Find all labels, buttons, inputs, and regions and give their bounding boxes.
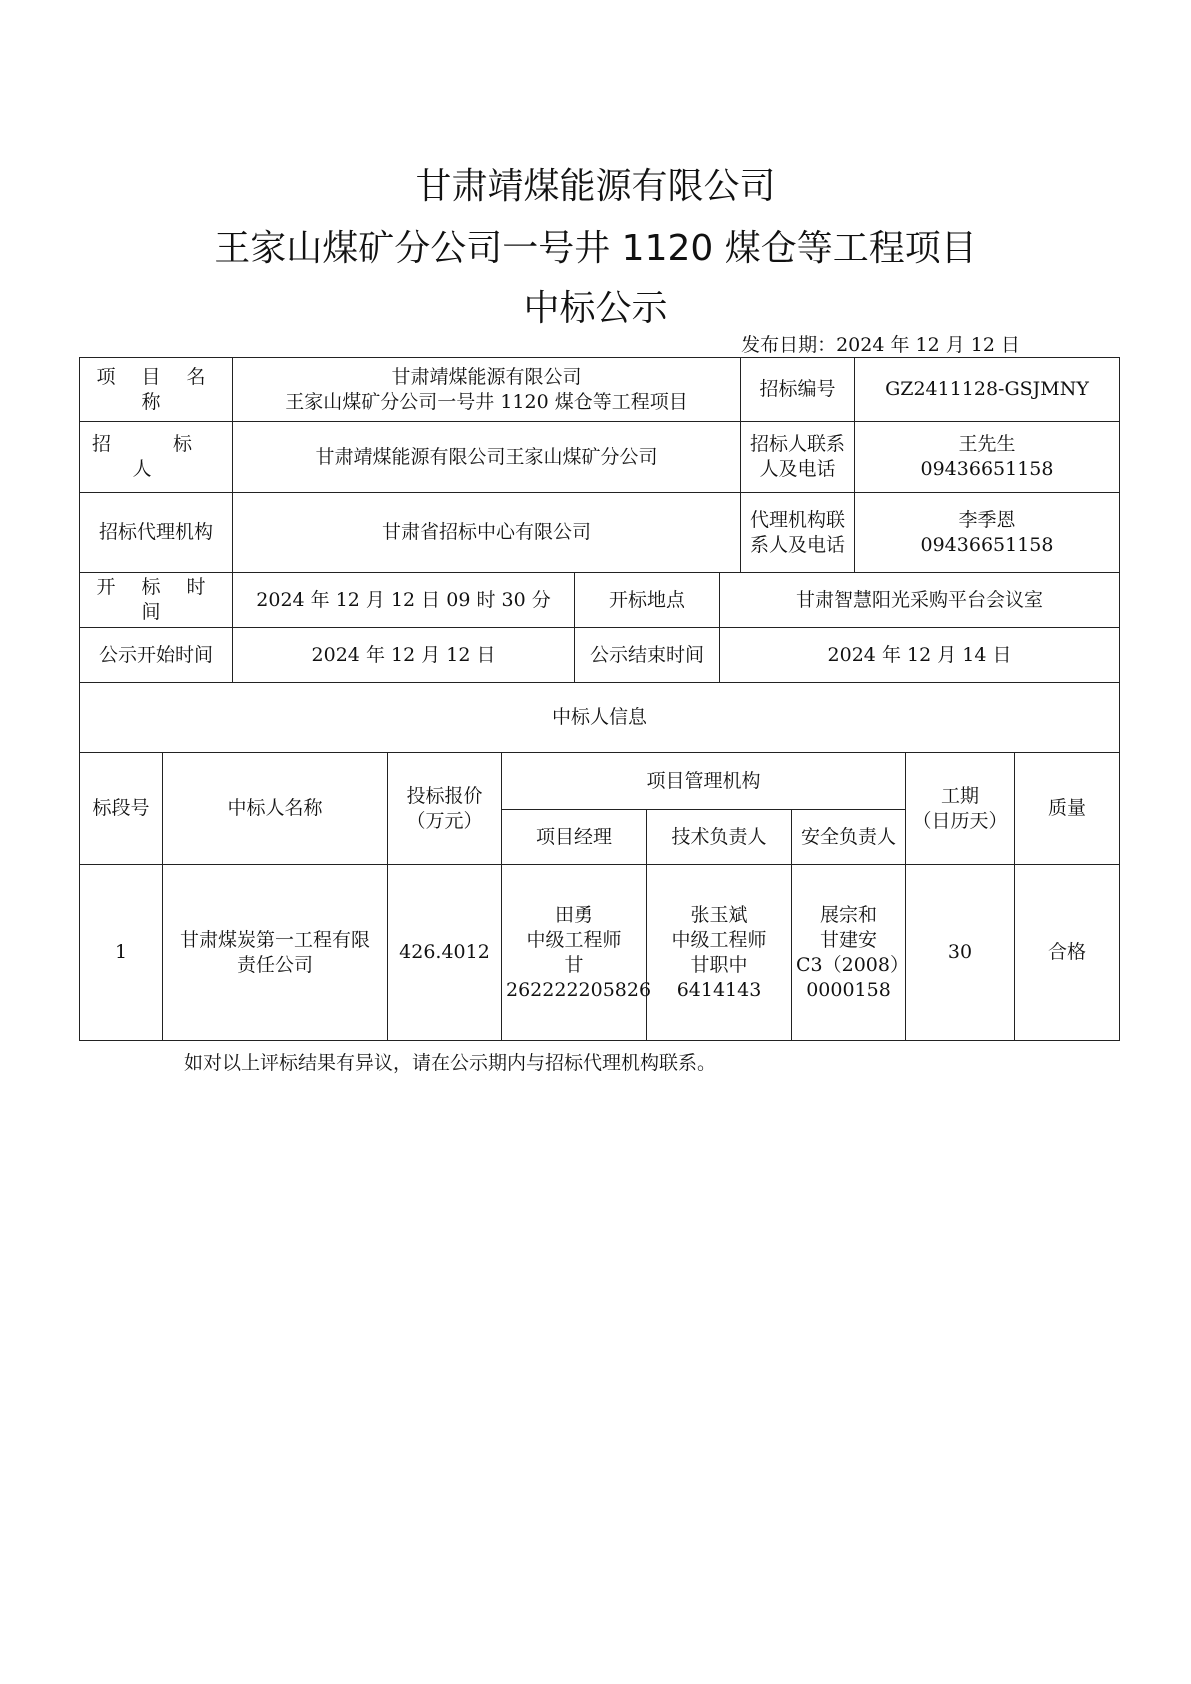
header-period: 工期 （日历天） — [906, 753, 1015, 865]
cell-price: 426.4012 — [388, 865, 502, 1041]
open-time-value: 2024 年 12 月 12 日 09 时 30 分 — [233, 573, 575, 628]
header-safety: 安全负责人 — [792, 810, 906, 865]
tenderer-label: 招 标 人 — [80, 422, 233, 493]
agency-contact-label: 代理机构联 系人及电话 — [741, 493, 855, 573]
winner-table — [79, 752, 1120, 1041]
notice-start-value: 2024 年 12 月 12 日 — [233, 628, 575, 683]
bid-code-value: GZ2411128-GSJMNY — [855, 358, 1120, 422]
title-project: 王家山煤矿分公司一号井 1120 煤仓等工程项目 — [214, 228, 977, 269]
header-quality: 质量 — [1015, 753, 1120, 865]
project-info-table — [79, 357, 1120, 573]
project-name-label: 项 目 名 称 — [80, 358, 233, 422]
header-winner: 中标人名称 — [163, 753, 388, 865]
header-pm: 项目经理 — [502, 810, 647, 865]
open-place-value: 甘肃智慧阳光采购平台会议室 — [720, 573, 1120, 628]
objection-note: 如对以上评标结果有异议，请在公示期内与招标代理机构联系。 — [184, 1052, 717, 1074]
project-name-value: 甘肃靖煤能源有限公司 王家山煤矿分公司一号井 1120 煤仓等工程项目 — [233, 358, 741, 422]
notice-end-value: 2024 年 12 月 14 日 — [720, 628, 1120, 683]
cell-tech: 张玉斌 中级工程师 甘职中 6414143 — [647, 865, 792, 1041]
cell-lot: 1 — [80, 865, 163, 1041]
cell-pm: 田勇 中级工程师 甘 262222205826 — [502, 865, 647, 1041]
tenderer-contact-value: 王先生 09436651158 — [855, 422, 1120, 493]
bid-code-label: 招标编号 — [741, 358, 855, 422]
cell-quality: 合格 — [1015, 865, 1120, 1041]
notice-end-label: 公示结束时间 — [575, 628, 720, 683]
winner-info-heading: 中标人信息 — [80, 683, 1120, 753]
notice-start-label: 公示开始时间 — [80, 628, 233, 683]
cell-winner: 甘肃煤炭第一工程有限 责任公司 — [163, 865, 388, 1041]
title-notice: 中标公示 — [523, 288, 668, 329]
cell-period: 30 — [906, 865, 1015, 1041]
agency-value: 甘肃省招标中心有限公司 — [233, 493, 741, 573]
agency-contact-value: 李季恩 09436651158 — [855, 493, 1120, 573]
tenderer-contact-label: 招标人联系 人及电话 — [741, 422, 855, 493]
header-tech: 技术负责人 — [647, 810, 792, 865]
open-place-label: 开标地点 — [575, 573, 720, 628]
schedule-table — [79, 572, 1120, 753]
agency-label: 招标代理机构 — [80, 493, 233, 573]
publish-date: 发布日期：2024 年 12 月 12 日 — [741, 334, 1020, 356]
title-company: 甘肃靖煤能源有限公司 — [415, 166, 776, 207]
cell-safety: 展宗和 甘建安 C3（2008） 0000158 — [792, 865, 906, 1041]
table-row — [80, 865, 1120, 1041]
tenderer-value: 甘肃靖煤能源有限公司王家山煤矿分公司 — [233, 422, 741, 493]
header-lot: 标段号 — [80, 753, 163, 865]
header-price: 投标报价 （万元） — [388, 753, 502, 865]
header-mgmt: 项目管理机构 — [502, 753, 906, 810]
open-time-label: 开 标 时 间 — [80, 573, 233, 628]
